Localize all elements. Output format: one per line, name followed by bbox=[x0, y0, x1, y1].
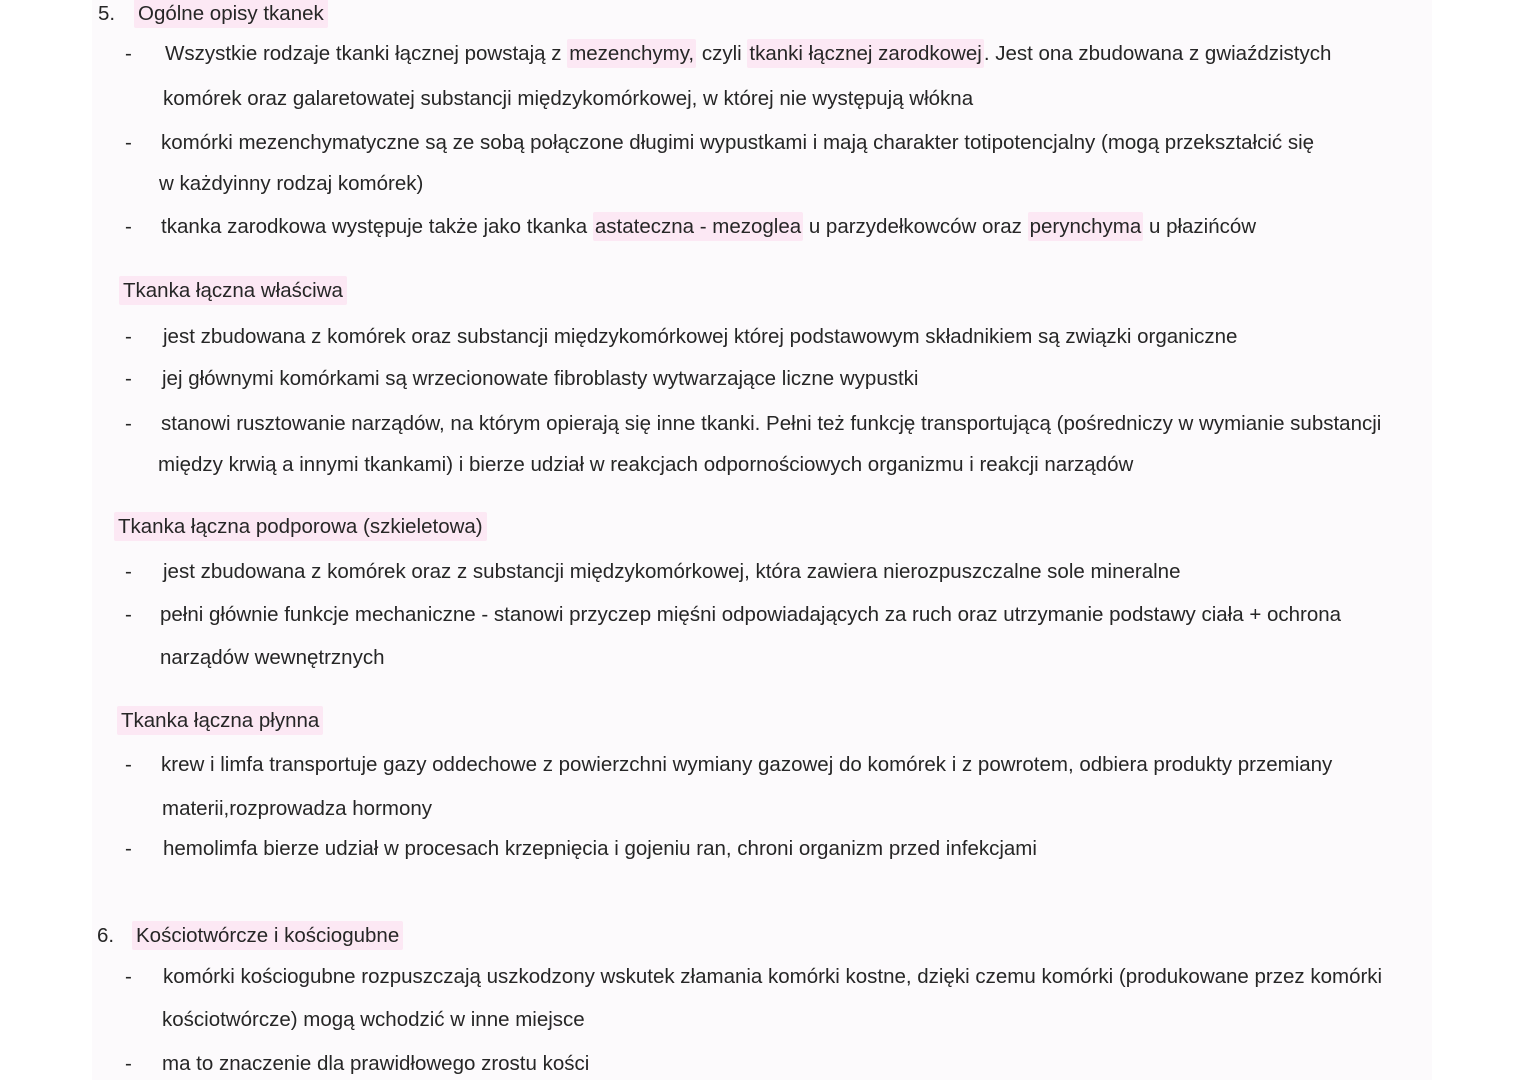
highlight: astateczna - mezoglea bbox=[593, 212, 803, 241]
bullet-text-cont: materii,rozprowadza hormony bbox=[162, 797, 433, 820]
highlight: perynchyma bbox=[1028, 212, 1144, 241]
bullet-text: jest zbudowana z komórek oraz z substancji międzykomórkowej, która zawiera nierozpuszczalne sole mineralne bbox=[163, 560, 1181, 583]
bullet-text-cont: komórek oraz galaretowatej substancji międzykomórkowej, w której nie występują włókna bbox=[163, 87, 974, 110]
bullet-text: jej głównymi komórkami są wrzecionowate fibroblasty wytwarzające liczne wypustki bbox=[162, 367, 919, 390]
section-title-text: Ogólne opisy tkanek bbox=[134, 0, 328, 28]
bullet-text: komórki kościogubne rozpuszczają uszkodzony wskutek złamania komórki kostne, dzięki czemu komórki (produkowane przez komórki bbox=[163, 965, 1383, 988]
section-number: 5. bbox=[98, 2, 116, 25]
bullet-dash: - bbox=[125, 560, 132, 583]
section-title: Kościotwórcze i kościogubne bbox=[136, 923, 399, 949]
bullet-dash: - bbox=[125, 1052, 132, 1075]
bullet-dash: - bbox=[125, 837, 132, 860]
bullet-dash: - bbox=[125, 753, 132, 776]
bullet-text: hemolimfa bierze udział w procesach krzepnięcia i gojeniu ran, chroni organizm przed infekcjami bbox=[163, 837, 1037, 860]
bullet-text-cont: narządów wewnętrznych bbox=[160, 646, 385, 669]
highlight: mezenchymy, bbox=[567, 39, 696, 68]
subsection-title: Tkanka łączna płynna bbox=[121, 708, 319, 734]
bullet-dash: - bbox=[125, 603, 132, 626]
bullet-dash: - bbox=[125, 325, 132, 348]
bullet-dash: - bbox=[125, 965, 132, 988]
bullet-text: Wszystkie rodzaje tkanki łącznej powstają z mezenchymy, czyli tkanki łącznej zarodkowej. Jest ona zbudowana z gwiaździstych bbox=[165, 41, 1331, 67]
bullet-dash: - bbox=[125, 42, 132, 65]
bullet-text-cont: w każdyinny rodzaj komórek) bbox=[159, 172, 424, 195]
section-number: 6. bbox=[97, 924, 115, 947]
bullet-text: stanowi rusztowanie narządów, na którym opierają się inne tkanki. Pełni też funkcję transportującą (pośredniczy w wymianie substancji bbox=[161, 412, 1382, 435]
bullet-text: jest zbudowana z komórek oraz substancji międzykomórkowej której podstawowym składnikiem są związki organiczne bbox=[163, 325, 1238, 348]
bullet-dash: - bbox=[125, 412, 132, 435]
bullet-text: pełni głównie funkcje mechaniczne - stanowi przyczep mięśni odpowiadających za ruch oraz utrzymanie podstawy ciała + ochrona bbox=[160, 603, 1342, 626]
bullet-text-cont: kościotwórcze) mogą wchodzić w inne miejsce bbox=[162, 1008, 585, 1031]
highlight: tkanki łącznej zarodkowej bbox=[747, 39, 983, 68]
bullet-text: tkanka zarodkowa występuje także jako tkanka astateczna - mezoglea u parzydełkowców oraz perynchyma u płazińców bbox=[161, 214, 1256, 240]
bullet-dash: - bbox=[125, 215, 132, 238]
bullet-text: ma to znaczenie dla prawidłowego zrostu kości bbox=[162, 1052, 590, 1075]
subsection-title: Tkanka łączna właściwa bbox=[123, 278, 343, 304]
bullet-dash: - bbox=[125, 131, 132, 154]
bullet-text-cont: między krwią a innymi tkankami) i bierze udział w reakcjach odpornościowych organizmu i reakcji narządów bbox=[158, 453, 1134, 476]
bullet-dash: - bbox=[125, 367, 132, 390]
section-title bbox=[138, 1, 324, 27]
subsection-title: Tkanka łączna podporowa (szkieletowa) bbox=[118, 514, 483, 540]
bullet-text: komórki mezenchymatyczne są ze sobą połączone długimi wypustkami i mają charakter totipotencjalny (mogą przekształcić się bbox=[161, 131, 1315, 154]
bullet-text: krew i limfa transportuje gazy oddechowe z powierzchni wymiany gazowej do komórek i z powrotem, odbiera produkty przemiany bbox=[161, 753, 1333, 776]
